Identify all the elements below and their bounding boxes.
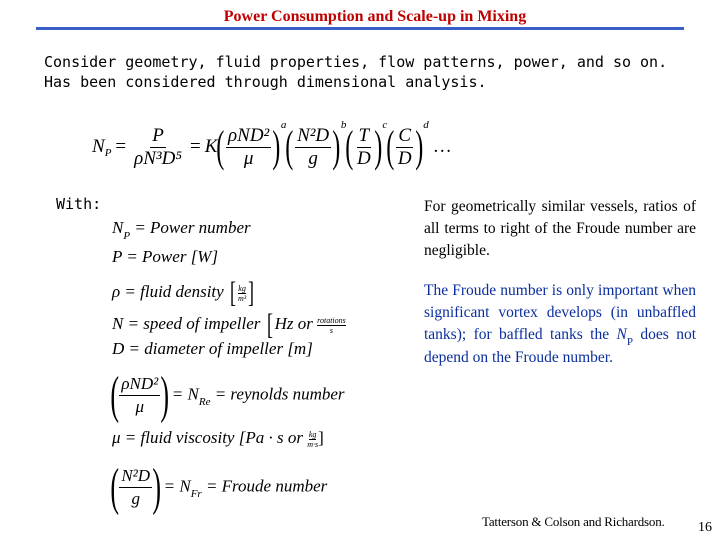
def-density: [112, 276, 256, 310]
def-power-number: [112, 218, 251, 242]
eq-cd-fraction: [396, 125, 414, 170]
eq-paren-close: ): [332, 122, 341, 171]
def-rho-unit-den: m³: [237, 293, 247, 303]
froude-paragraph-end: does not depend on the Froude number.: [424, 326, 696, 366]
def-fr-eq: = N: [159, 476, 191, 496]
froude-importance-paragraph: [424, 280, 696, 369]
def-mu-unit: [Pa · s or: [238, 428, 308, 447]
def-power: [112, 247, 218, 267]
def-n-unit-num: rotations: [317, 315, 346, 325]
eq-exp-a: a: [280, 119, 287, 131]
eq-cd-num: C: [398, 124, 412, 146]
page-number: 16: [698, 520, 712, 535]
def-mu-bracket-close: ]: [318, 428, 324, 447]
def-rho-bracket-open: [: [229, 276, 236, 309]
def-reynolds: [112, 366, 345, 425]
intro-text: Consider geometry, fluid properties, flow patterns, power, and so on. Has been considered through dimensional analysis.: [44, 53, 668, 91]
def-n-unit-frac: [317, 316, 346, 335]
def-re-paren-close: ): [160, 367, 170, 424]
def-np-text: = Power number: [130, 218, 251, 237]
eq-reynolds-den: μ: [243, 147, 254, 169]
eq-cd-den: D: [397, 147, 412, 169]
eq-lhs: N: [92, 136, 105, 157]
slide-title: Power Consumption and Scale-up in Mixing: [223, 8, 527, 25]
eq-froude-num: N²D: [297, 124, 330, 146]
def-np-sym: N: [112, 218, 124, 237]
citation: Tatterson & Colson and Richardson.: [482, 514, 665, 529]
def-re-den: μ: [135, 397, 145, 416]
def-n-bracket-open: [: [266, 308, 273, 341]
def-p-text: P = Power: [112, 247, 191, 266]
eq-constant: K: [204, 136, 218, 157]
def-fr-paren-open: (: [110, 459, 119, 516]
eq-td-den: D: [356, 147, 371, 169]
eq-power-fraction: [132, 125, 184, 170]
def-fr-fraction: [119, 465, 152, 510]
def-n-unit: Hz or: [274, 313, 313, 333]
title-underline: [36, 27, 684, 30]
def-p-unit: [W]: [190, 247, 219, 266]
def-fr-paren-close: ): [152, 459, 162, 516]
def-mu-text: μ = fluid viscosity: [112, 428, 239, 447]
def-froude: [112, 458, 327, 517]
geometric-similarity-paragraph: For geometrically similar vessels, ratios of all terms to right of the Froude number are negligible.: [424, 198, 696, 259]
eq-td-num: T: [358, 124, 370, 146]
def-fr-sub: Fr: [190, 488, 202, 501]
eq-paren-close: ): [414, 122, 423, 171]
def-re-paren-open: (: [110, 367, 119, 424]
eq-exp-d: d: [423, 119, 429, 131]
eq-paren-open: (: [285, 122, 294, 171]
def-rho-bracket-close: ]: [248, 276, 255, 309]
def-rho-unit-num: kg: [238, 283, 246, 293]
eq-exp-c: c: [382, 119, 388, 131]
eq-reynolds-num: ρND²: [228, 124, 270, 146]
eq-ellipsis: …: [432, 136, 452, 157]
def-re-eq: = N: [167, 384, 199, 404]
def-mu-unit-den: m·s: [307, 439, 319, 449]
eq-power-num: P: [152, 124, 164, 146]
eq-equals-2: =: [189, 136, 201, 157]
def-fr-den: g: [131, 489, 140, 508]
def-n-text: N = speed of impeller: [112, 313, 265, 333]
eq-reynolds-fraction: [226, 125, 271, 170]
def-re-num: ρND²: [119, 373, 160, 396]
def-np-sub: P: [123, 230, 131, 242]
power-number-equation: [92, 118, 456, 176]
def-fr-num: N²D: [119, 465, 152, 488]
eq-exp-b: b: [340, 119, 347, 131]
eq-paren-open: (: [386, 122, 395, 171]
eq-froude-den: g: [308, 147, 318, 169]
eq-power-den: ρN³D⁵: [134, 147, 182, 169]
def-re-text: = reynolds number: [210, 384, 345, 404]
froude-paragraph-start: The Froude number is only important when significant vortex develops (in unbaffled tanks); for baffled tanks the: [424, 282, 696, 343]
def-n-unit-den: s: [329, 325, 334, 335]
eq-froude-fraction: [295, 125, 331, 170]
def-d-unit: [m]: [287, 339, 313, 358]
eq-paren-open: (: [216, 122, 225, 171]
eq-equals-1: =: [115, 136, 127, 157]
eq-paren-open: (: [345, 122, 354, 171]
eq-lhs-sub: P: [104, 147, 112, 159]
def-rho-text: ρ = fluid density: [112, 281, 224, 301]
def-mu-unit-num: kg: [308, 429, 317, 439]
def-rho-unit: [238, 284, 246, 303]
with-label: With:: [56, 195, 102, 213]
froude-paragraph-np: N: [616, 326, 627, 343]
eq-paren-close: ): [374, 122, 383, 171]
froude-paragraph-np-sub: P: [626, 336, 633, 348]
def-re-sub: Re: [198, 396, 211, 409]
def-fr-text: = Froude number: [201, 476, 328, 496]
def-speed: [112, 308, 346, 342]
eq-paren-close: ): [272, 122, 281, 171]
eq-td-fraction: [355, 125, 373, 170]
def-re-fraction: [119, 373, 160, 418]
def-mu-unit-frac: [307, 430, 318, 449]
def-viscosity: [112, 428, 324, 449]
def-diameter: [112, 339, 313, 359]
def-d-text: D = diameter of impeller: [112, 339, 288, 358]
